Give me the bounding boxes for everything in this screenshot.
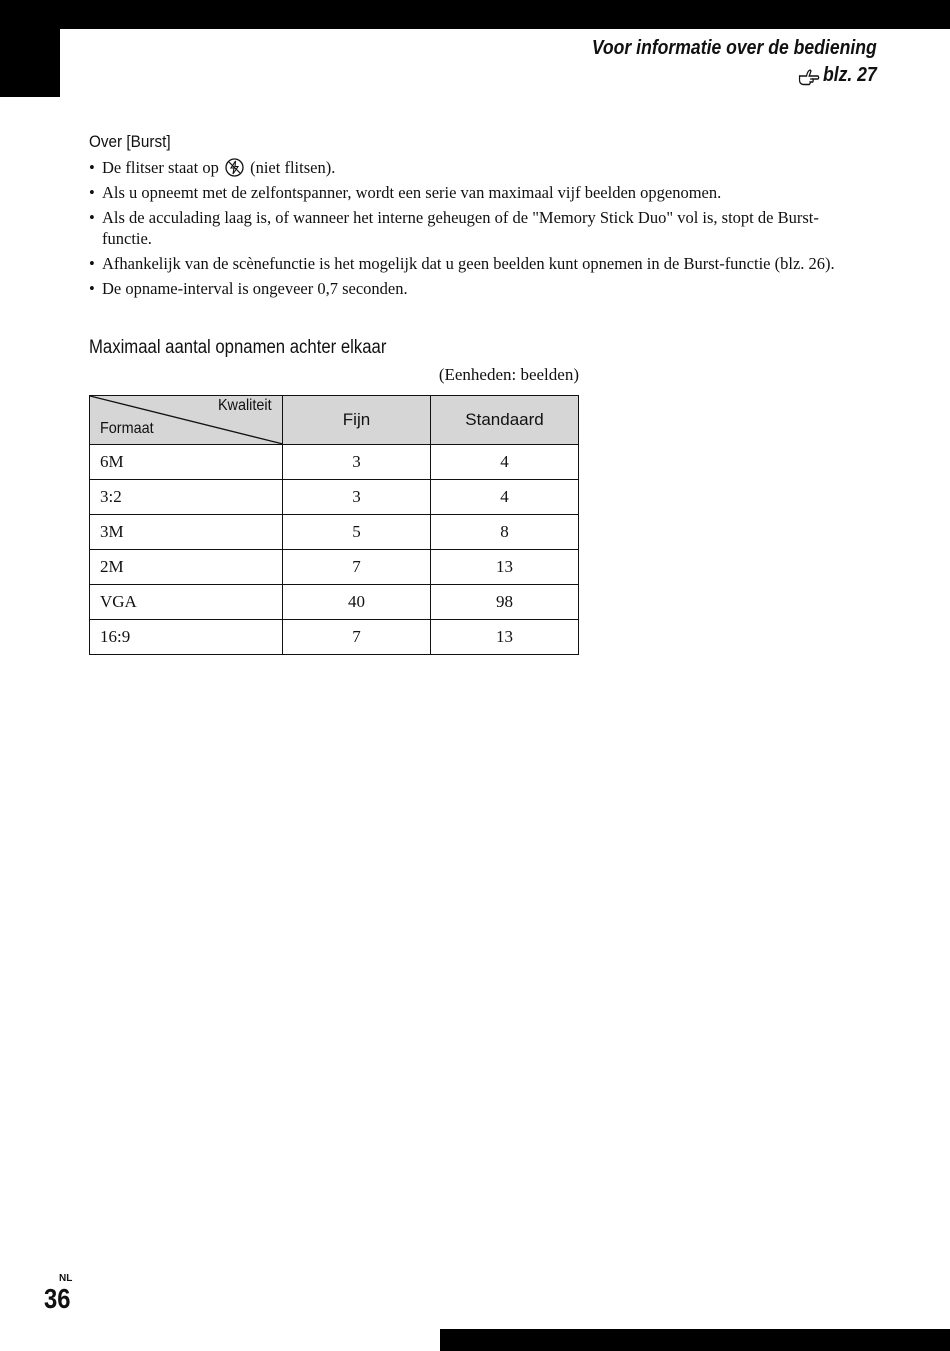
table-row	[90, 445, 579, 480]
row-size: 16:9	[90, 620, 283, 655]
reference-page: blz. 27	[823, 64, 877, 86]
flash-off-icon	[225, 158, 244, 177]
cell-standaard: 13	[431, 550, 579, 585]
list-item: • De opname-interval is ongeveer 0,7 seconden.	[89, 278, 859, 299]
list-item: • Als u opneemt met de zelfontspanner, wordt een serie van maximaal vijf beelden opgenomen.	[89, 182, 859, 203]
cell-standaard: 4	[431, 480, 579, 515]
row-size: 6M	[90, 445, 283, 480]
cell-fijn: 3	[283, 445, 431, 480]
burst-shots-table	[89, 395, 579, 655]
column-header-fijn: Fijn	[283, 396, 431, 445]
cell-fijn: 5	[283, 515, 431, 550]
cell-standaard: 13	[431, 620, 579, 655]
list-item: • Afhankelijk van de scènefunctie is het mogelijk dat u geen beelden kunt opnemen in de Burst-functie (blz. 26).	[89, 253, 859, 274]
row-size: 3:2	[90, 480, 283, 515]
list-item: • De flitser staat op (niet flitsen).	[89, 157, 859, 178]
table-units: (Eenheden: beelden)	[438, 365, 579, 384]
cell-fijn: 3	[283, 480, 431, 515]
row-size: 2M	[90, 550, 283, 585]
cell-fijn: 40	[283, 585, 431, 620]
burst-notes-list	[89, 157, 859, 303]
table-row	[90, 550, 579, 585]
row-size: 3M	[90, 515, 283, 550]
format-axis-label: Formaat	[100, 420, 154, 437]
operation-reference	[592, 35, 877, 89]
burst-section-label: Over [Burst]	[89, 132, 171, 151]
cell-fijn: 7	[283, 620, 431, 655]
list-item: • Als de acculading laag is, of wanneer het interne geheugen of de "Memory Stick Duo" vol is, stopt de Burst-functie.	[89, 207, 859, 249]
table-row	[90, 480, 579, 515]
column-header-standaard: Standaard	[431, 396, 579, 445]
row-size: VGA	[90, 585, 283, 620]
quality-axis-label: Kwaliteit	[218, 397, 272, 414]
bottom-bar	[440, 1329, 950, 1351]
table-row	[90, 585, 579, 620]
cell-standaard: 8	[431, 515, 579, 550]
table-row	[90, 515, 579, 550]
table-title: Maximaal aantal opnamen achter elkaar	[89, 337, 387, 358]
table-header-row	[90, 396, 579, 445]
cell-fijn: 7	[283, 550, 431, 585]
cell-standaard: 98	[431, 585, 579, 620]
top-bar	[0, 0, 950, 29]
page-number: 36	[44, 1283, 71, 1314]
cell-standaard: 4	[431, 445, 579, 480]
pointing-hand-icon	[799, 67, 820, 85]
corner-header	[90, 396, 283, 445]
language-code: NL	[59, 1273, 73, 1284]
corner-tab	[0, 0, 60, 97]
reference-title: Voor informatie over de bediening	[592, 37, 877, 59]
table-row	[90, 620, 579, 655]
